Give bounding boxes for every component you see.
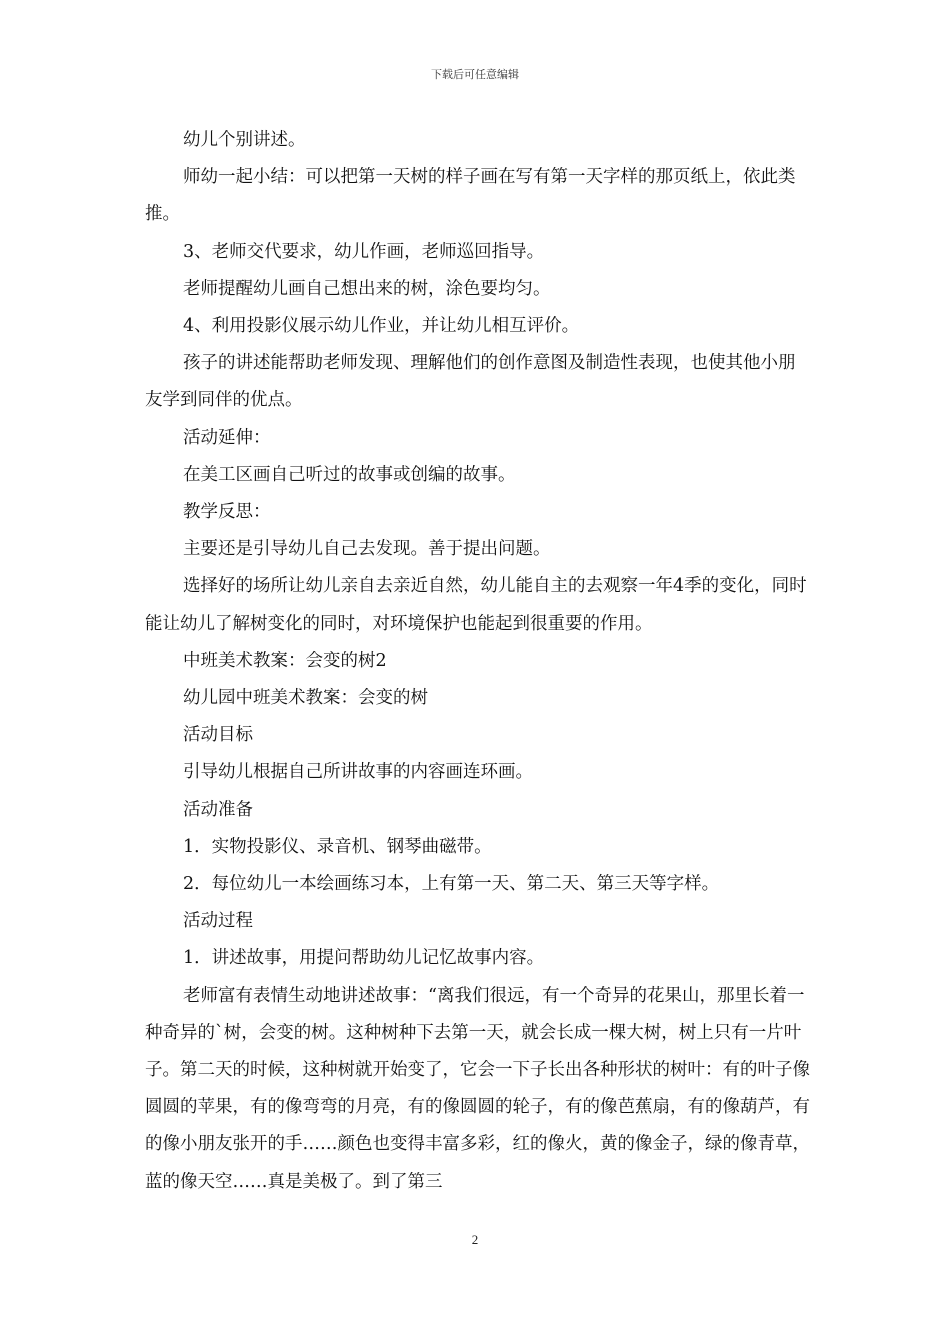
list-item: 1．讲述故事，用提问帮助幼儿记忆故事内容。 [183,948,545,969]
section-heading: 活动准备 [183,799,253,820]
paragraph: 师幼一起小结：可以把第一天树的样子画在写有第一天字样的那页纸上，依此类推。 [145,167,796,225]
paragraph: 主要还是引导幼儿自己去发现。善于提出问题。 [183,539,551,560]
section-heading: 活动延伸： [183,427,271,448]
section-heading: 活动过程 [183,911,253,932]
document-title: 中班美术教案：会变的树2 [183,650,387,671]
document-body [145,122,810,1201]
list-item: 1．实物投影仪、录音机、钢琴曲磁带。 [183,836,492,857]
paragraph: 老师富有表情生动地讲述故事：“离我们很远，有一个奇异的花果山，那里长着一种奇异的`树，会变的树。这种树种下去第一天，就会长成一棵大树，树上只有一片叶子。第二天的时候，这种树就开始变了，它会一下子长出各种形状的树叶：有的叶子像圆圆的苹果，有的像弯弯的月亮，有的像圆圆的轮子，有的像芭蕉扇，有的像葫芦，有的像小朋友张开的手……颜色也变得丰富多彩，红的像火，黄的像金子，绿的像青草，蓝的像天空……真是美极了。到了第三 [145,985,810,1192]
paragraph: 选择好的场所让幼儿亲自去亲近自然，幼儿能自主的去观察一年4季的变化，同时能让幼儿了解树变化的同时，对环境保护也能起到很重要的作用。 [145,576,807,634]
list-item: 2．每位幼儿一本绘画练习本，上有第一天、第二天、第三天等字样。 [183,874,720,895]
page-header: 下载后可任意编辑 [431,68,519,81]
paragraph: 3、老师交代要求，幼儿作画，老师巡回指导。 [183,241,545,262]
paragraph: 引导幼儿根据自己所讲故事的内容画连环画。 [183,762,533,783]
paragraph: 孩子的讲述能帮助老师发现、理解他们的创作意图及制造性表现，也使其他小朋友学到同伴的优点。 [145,353,796,411]
page-number: 2 [471,1232,479,1247]
paragraph: 老师提醒幼儿画自己想出来的树，涂色要均匀。 [183,278,551,299]
document-subtitle: 幼儿园中班美术教案：会变的树 [183,688,428,709]
paragraph: 4、利用投影仪展示幼儿作业，并让幼儿相互评价。 [183,316,580,337]
section-heading: 教学反思： [183,502,271,523]
section-heading: 活动目标 [183,725,253,746]
paragraph: 幼儿个别讲述。 [183,130,306,150]
paragraph: 在美工区画自己听过的故事或创编的故事。 [183,464,516,485]
